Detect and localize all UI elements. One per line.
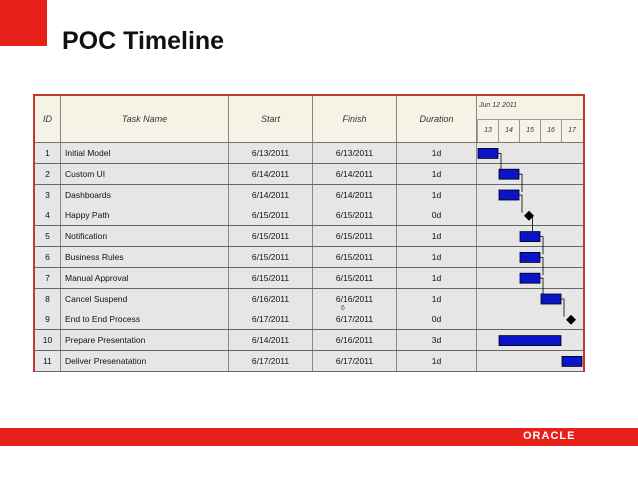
task-start: 6/14/2011 (229, 164, 313, 184)
task-bar (520, 273, 540, 283)
task-id: 8 (35, 289, 61, 309)
task-id: 11 (35, 351, 61, 371)
page-number: 6 (341, 305, 345, 312)
task-start: 6/15/2011 (229, 247, 313, 267)
table-header (35, 96, 583, 143)
task-finish: 6/15/2011 (313, 205, 397, 225)
task-duration: 0d (397, 205, 477, 225)
task-bar (499, 190, 519, 200)
task-finish: 6/13/2011 (313, 143, 397, 163)
header-duration: Duration (397, 96, 477, 142)
dependency-link (519, 195, 522, 213)
task-name: Manual Approval (61, 268, 229, 288)
task-start: 6/14/2011 (229, 185, 313, 205)
task-bar (520, 252, 540, 262)
task-finish: 6/16/2011 (313, 289, 397, 309)
timescale-date: Jun 12 2011 (479, 102, 518, 109)
dependency-link (540, 278, 543, 296)
task-duration: 1d (397, 289, 477, 309)
task-finish: 6/15/2011 (313, 268, 397, 288)
task-finish: 6/17/2011 (313, 309, 397, 329)
task-id: 6 (35, 247, 61, 267)
task-id: 10 (35, 330, 61, 350)
day-label: 13 (477, 119, 498, 142)
task-finish: 6/17/2011 (313, 351, 397, 371)
task-bar (478, 148, 498, 158)
dependency-link (498, 153, 501, 171)
task-start: 6/16/2011 (229, 289, 313, 309)
task-name: Initial Model (61, 143, 229, 163)
task-bar (499, 169, 519, 179)
task-finish: 6/16/2011 (313, 330, 397, 350)
header-start: Start (229, 96, 313, 142)
task-name: Happy Path (61, 205, 229, 225)
task-start: 6/14/2011 (229, 330, 313, 350)
milestone-diamond (566, 315, 576, 325)
task-name: Prepare Presentation (61, 330, 229, 350)
task-start: 6/13/2011 (229, 143, 313, 163)
task-bar (520, 232, 540, 242)
task-name: Custom UI (61, 164, 229, 184)
timescale (477, 96, 583, 142)
dependency-link (540, 257, 543, 275)
header-task-name: Task Name (61, 96, 229, 142)
dependency-link (540, 237, 543, 255)
dependency-link (561, 299, 564, 317)
task-start: 6/15/2011 (229, 226, 313, 246)
task-start: 6/15/2011 (229, 205, 313, 225)
task-name: Cancel Suspend (61, 289, 229, 309)
task-name: Deliver Presenatation (61, 351, 229, 371)
task-bar (499, 336, 561, 346)
gantt-bars (477, 143, 583, 371)
gantt-chart (33, 94, 585, 372)
page-title: POC Timeline (62, 27, 225, 55)
day-label: 16 (540, 119, 561, 142)
task-id: 7 (35, 268, 61, 288)
task-duration: 1d (397, 143, 477, 163)
task-id: 5 (35, 226, 61, 246)
task-bar (541, 294, 561, 304)
task-finish: 6/15/2011 (313, 247, 397, 267)
task-bar (562, 356, 582, 366)
task-finish: 6/14/2011 (313, 164, 397, 184)
task-start: 6/17/2011 (229, 309, 313, 329)
task-id: 2 (35, 164, 61, 184)
task-name: End to End Process (61, 309, 229, 329)
task-finish: 6/14/2011 (313, 185, 397, 205)
day-label: 14 (498, 119, 519, 142)
task-duration: 3d (397, 330, 477, 350)
task-name: Notification (61, 226, 229, 246)
task-start: 6/17/2011 (229, 351, 313, 371)
header-id: ID (35, 96, 61, 142)
day-label: 15 (519, 119, 540, 142)
header-finish: Finish (313, 96, 397, 142)
task-id: 1 (35, 143, 61, 163)
task-duration: 1d (397, 185, 477, 205)
task-start: 6/15/2011 (229, 268, 313, 288)
task-name: Dashboards (61, 185, 229, 205)
task-duration: 1d (397, 164, 477, 184)
task-duration: 1d (397, 226, 477, 246)
task-duration: 1d (397, 268, 477, 288)
task-duration: 1d (397, 351, 477, 371)
task-duration: 1d (397, 247, 477, 267)
dependency-link (519, 174, 522, 192)
task-name: Business Rules (61, 247, 229, 267)
day-label: 17 (561, 119, 582, 142)
oracle-logo: ORACLE (523, 430, 576, 442)
task-id: 3 (35, 185, 61, 205)
task-duration: 0d (397, 309, 477, 329)
task-id: 9 (35, 309, 61, 329)
brand-red-block (0, 0, 47, 46)
task-finish: 6/15/2011 (313, 226, 397, 246)
task-id: 4 (35, 205, 61, 225)
